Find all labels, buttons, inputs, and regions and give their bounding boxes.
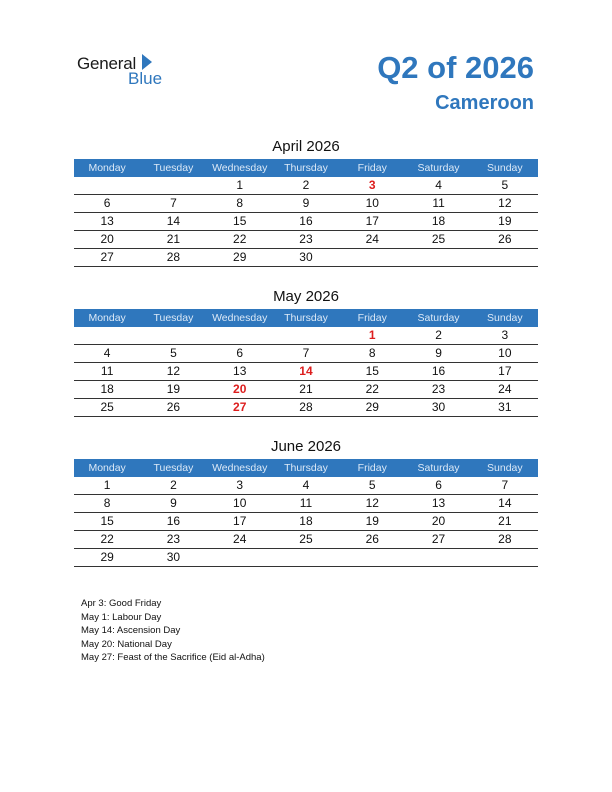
day-cell: 19 xyxy=(166,382,181,396)
week-row xyxy=(74,213,538,231)
day-cell: 4 xyxy=(302,478,310,492)
day-cell: 15 xyxy=(100,514,114,528)
empty-day-cell xyxy=(207,549,273,566)
day-cell: 15 xyxy=(365,364,379,378)
day-cell: 7 xyxy=(501,478,509,492)
logo-blue-text: Blue xyxy=(128,69,163,88)
day-cell: 6 xyxy=(435,478,442,492)
day-cell: 5 xyxy=(368,478,376,492)
empty-day-cell xyxy=(74,177,140,194)
weekday-header-cell: Monday xyxy=(88,462,126,474)
month-title: June 2026 xyxy=(270,438,342,455)
day-cell: 11 xyxy=(299,496,313,510)
week-row xyxy=(74,381,538,399)
day-cell: 16 xyxy=(166,514,181,528)
day-cell: 14 xyxy=(299,364,313,378)
week-row xyxy=(74,195,538,213)
holiday-note: May 1: Labour Day xyxy=(81,611,162,623)
day-cell: 1 xyxy=(103,478,111,492)
day-cell: 25 xyxy=(100,400,114,414)
day-cell: 9 xyxy=(302,196,310,210)
day-cell: 20 xyxy=(233,382,247,396)
day-cell: 12 xyxy=(365,496,379,510)
empty-day-cell xyxy=(405,549,471,566)
day-cell: 1 xyxy=(236,178,244,192)
weekday-header-cell: Tuesday xyxy=(153,462,194,474)
day-cell: 10 xyxy=(233,496,247,510)
weekday-header-cell: Friday xyxy=(357,462,387,474)
day-cell: 18 xyxy=(431,214,446,228)
empty-day-cell xyxy=(273,327,339,344)
day-cell: 24 xyxy=(233,532,247,546)
weekday-header-cell: Tuesday xyxy=(153,312,194,324)
day-cell: 22 xyxy=(100,532,114,546)
weekday-header-cell: Tuesday xyxy=(153,162,194,174)
day-cell: 8 xyxy=(368,346,376,360)
holiday-note: Apr 3: Good Friday xyxy=(81,598,162,609)
day-cell: 26 xyxy=(498,232,512,246)
day-cell: 18 xyxy=(299,514,313,528)
week-row xyxy=(74,477,538,495)
weekday-header-cell: Wednesday xyxy=(212,162,268,174)
week-row xyxy=(74,399,538,417)
day-cell: 28 xyxy=(498,532,512,546)
day-cell: 13 xyxy=(100,214,114,228)
day-cell: 4 xyxy=(435,178,442,192)
weekday-header-cell: Wednesday xyxy=(212,312,268,324)
day-cell: 25 xyxy=(431,232,446,246)
day-cell: 14 xyxy=(498,496,512,510)
day-cell: 3 xyxy=(501,328,509,342)
day-cell: 28 xyxy=(166,250,181,264)
empty-day-cell xyxy=(140,177,206,194)
month-april xyxy=(74,136,538,267)
day-cell: 22 xyxy=(365,382,379,396)
day-cell: 10 xyxy=(365,196,379,210)
day-cell: 19 xyxy=(498,214,512,228)
holiday-note: May 14: Ascension Day xyxy=(81,625,181,637)
day-cell: 22 xyxy=(233,232,247,246)
logo xyxy=(77,54,177,88)
day-cell: 28 xyxy=(299,400,313,414)
day-cell: 5 xyxy=(501,178,509,192)
day-cell: 7 xyxy=(170,196,177,210)
day-cell: 23 xyxy=(166,532,181,546)
week-row xyxy=(74,495,538,513)
day-cell: 20 xyxy=(431,514,446,528)
weekday-header-cell: Sunday xyxy=(487,162,523,174)
day-cell: 17 xyxy=(365,214,379,228)
week-row xyxy=(74,531,538,549)
empty-day-cell xyxy=(339,249,405,266)
day-cell: 13 xyxy=(233,364,247,378)
day-cell: 21 xyxy=(166,232,181,246)
day-cell: 19 xyxy=(365,514,379,528)
week-row xyxy=(74,231,538,249)
day-cell: 8 xyxy=(103,496,111,510)
day-cell: 1 xyxy=(368,328,376,342)
day-cell: 17 xyxy=(498,364,512,378)
week-row xyxy=(74,513,538,531)
weekday-header-row xyxy=(74,309,538,327)
weekday-header-cell: Saturday xyxy=(417,312,460,324)
day-cell: 2 xyxy=(170,478,177,492)
logo-triangle-icon xyxy=(142,54,152,70)
empty-day-cell xyxy=(140,327,206,344)
day-cell: 4 xyxy=(103,346,111,360)
day-cell: 2 xyxy=(435,328,442,342)
empty-day-cell xyxy=(273,549,339,566)
day-cell: 29 xyxy=(365,400,379,414)
day-cell: 2 xyxy=(302,178,310,192)
weekday-header-cell: Thursday xyxy=(284,312,328,324)
month-june xyxy=(74,436,538,567)
day-cell: 11 xyxy=(100,364,114,378)
page-subtitle: Cameroon xyxy=(435,92,534,114)
day-cell: 27 xyxy=(431,532,446,546)
day-cell: 6 xyxy=(103,196,111,210)
day-cell: 9 xyxy=(435,346,442,360)
weekday-header-cell: Monday xyxy=(88,312,126,324)
day-cell: 6 xyxy=(236,346,244,360)
empty-day-cell xyxy=(74,327,140,344)
week-row xyxy=(74,249,538,267)
weekday-header-cell: Sunday xyxy=(487,462,523,474)
day-cell: 31 xyxy=(498,400,512,414)
day-cell: 29 xyxy=(100,550,114,564)
day-cell: 11 xyxy=(432,196,445,210)
page-title: Q2 of 2026 xyxy=(377,50,534,85)
day-cell: 30 xyxy=(166,550,181,564)
day-cell: 16 xyxy=(431,364,446,378)
week-row xyxy=(74,363,538,381)
holiday-note: May 20: National Day xyxy=(81,638,172,650)
day-cell: 8 xyxy=(236,196,244,210)
empty-day-cell xyxy=(207,327,273,344)
week-row xyxy=(74,549,538,567)
day-cell: 15 xyxy=(233,214,247,228)
day-cell: 21 xyxy=(299,382,313,396)
day-cell: 3 xyxy=(236,478,244,492)
month-title: May 2026 xyxy=(273,288,339,305)
weekday-header-cell: Monday xyxy=(88,162,126,174)
day-cell: 24 xyxy=(498,382,512,396)
weekday-header-cell: Thursday xyxy=(284,462,328,474)
day-cell: 10 xyxy=(498,346,512,360)
week-row xyxy=(74,327,538,345)
day-cell: 24 xyxy=(365,232,379,246)
day-cell: 21 xyxy=(498,514,512,528)
holiday-note: May 27: Feast of the Sacrifice (Eid al-Adha) xyxy=(81,652,265,664)
day-cell: 16 xyxy=(299,214,313,228)
day-cell: 30 xyxy=(431,400,446,414)
empty-day-cell xyxy=(339,549,405,566)
day-cell: 30 xyxy=(299,250,313,264)
day-cell: 23 xyxy=(299,232,313,246)
holiday-notes xyxy=(81,597,265,665)
day-cell: 12 xyxy=(498,196,512,210)
week-row xyxy=(74,345,538,363)
day-cell: 13 xyxy=(431,496,446,510)
day-cell: 26 xyxy=(365,532,379,546)
month-may xyxy=(74,286,538,417)
day-cell: 7 xyxy=(302,346,310,360)
day-cell: 3 xyxy=(368,178,376,192)
month-title: April 2026 xyxy=(272,138,340,155)
day-cell: 5 xyxy=(170,346,177,360)
weekday-header-cell: Friday xyxy=(357,312,387,324)
day-cell: 18 xyxy=(100,382,114,396)
day-cell: 25 xyxy=(299,532,313,546)
week-row xyxy=(74,177,538,195)
empty-day-cell xyxy=(472,549,538,566)
logo-general-text: General xyxy=(77,54,137,73)
empty-day-cell xyxy=(472,249,538,266)
weekday-header-cell: Saturday xyxy=(417,162,460,174)
day-cell: 26 xyxy=(166,400,181,414)
day-cell: 14 xyxy=(166,214,181,228)
day-cell: 23 xyxy=(431,382,446,396)
weekday-header-row xyxy=(74,459,538,477)
weekday-header-cell: Thursday xyxy=(284,162,328,174)
day-cell: 27 xyxy=(100,250,114,264)
day-cell: 9 xyxy=(170,496,177,510)
weekday-header-cell: Friday xyxy=(357,162,387,174)
empty-day-cell xyxy=(405,249,471,266)
day-cell: 29 xyxy=(233,250,247,264)
weekday-header-cell: Sunday xyxy=(487,312,523,324)
weekday-header-cell: Saturday xyxy=(417,462,460,474)
day-cell: 12 xyxy=(166,364,181,378)
day-cell: 27 xyxy=(233,400,247,414)
day-cell: 17 xyxy=(233,514,247,528)
day-cell: 20 xyxy=(100,232,114,246)
weekday-header-row xyxy=(74,159,538,177)
weekday-header-cell: Wednesday xyxy=(212,462,268,474)
